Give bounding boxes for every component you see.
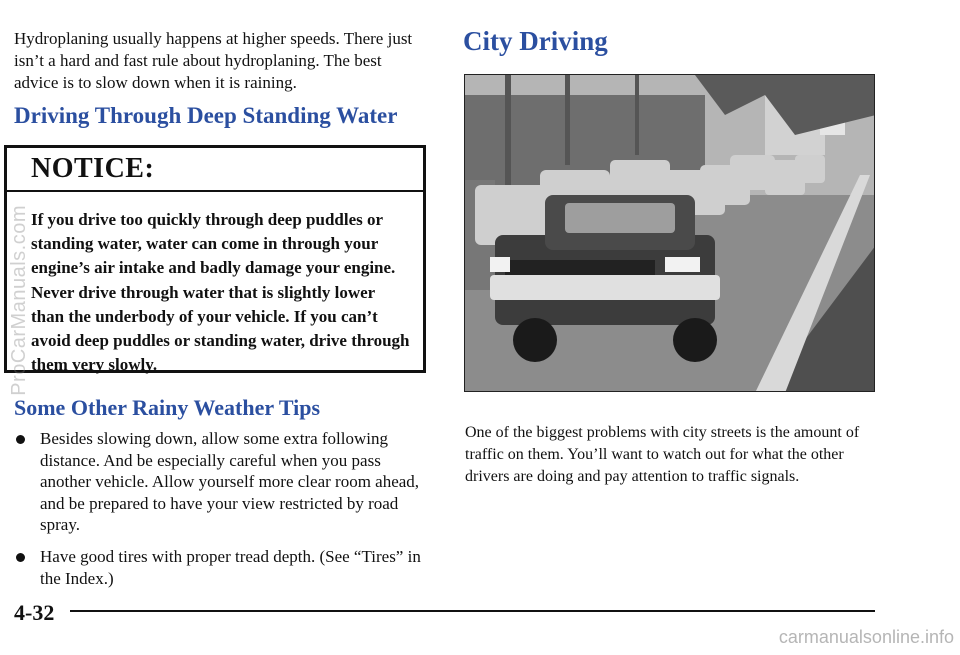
bottom-watermark: carmanualsonline.info [778,627,954,647]
list-item-text: Have good tires with proper tread depth. (See “Tires” in the Index.) [40,546,421,588]
city-traffic-photo [464,74,875,392]
traffic-illustration [465,75,875,392]
bullet-icon [16,553,25,562]
notice-title: NOTICE: [7,148,423,192]
list-item-text: Besides slowing down, allow some extra following distance. And be especially careful when you pass another vehicle. Allow yourself more clear room ahead, and be prepared to have your view restricted by road spray. [40,429,420,535]
notice-box [4,145,426,373]
vertical-watermark: ProCarManuals.com [8,205,30,396]
intro-paragraph: Hydroplaning usually happens at higher speeds. There just isn’t a hard and fast rule about hydroplaning. The best advice is to slow down when it is raining. [14,29,413,92]
bullet-icon [16,435,25,444]
list-item [14,428,424,536]
city-driving-paragraph: One of the biggest problems with city streets is the amount of traffic on them. You’ll want to watch out for what the other drivers are doing and pay attention to traffic signals. [465,424,860,485]
page-number: 4-32 [14,600,55,625]
tips-list [14,428,424,599]
notice-text: If you drive too quickly through deep puddles or standing water, water can come in through your engine’s air intake and badly damage your engine. Never drive through water that is slightly lower than the underbody of your vehicle. If you can’t avoid deep puddles or standing water, drive through them very slowly. [31,210,410,375]
heading-city-driving: City Driving [463,26,608,56]
list-item [14,546,424,589]
heading-deep-standing-water: Driving Through Deep Standing Water [14,103,398,128]
heading-rainy-weather-tips: Some Other Rainy Weather Tips [14,395,321,420]
footer-rule [70,610,875,612]
